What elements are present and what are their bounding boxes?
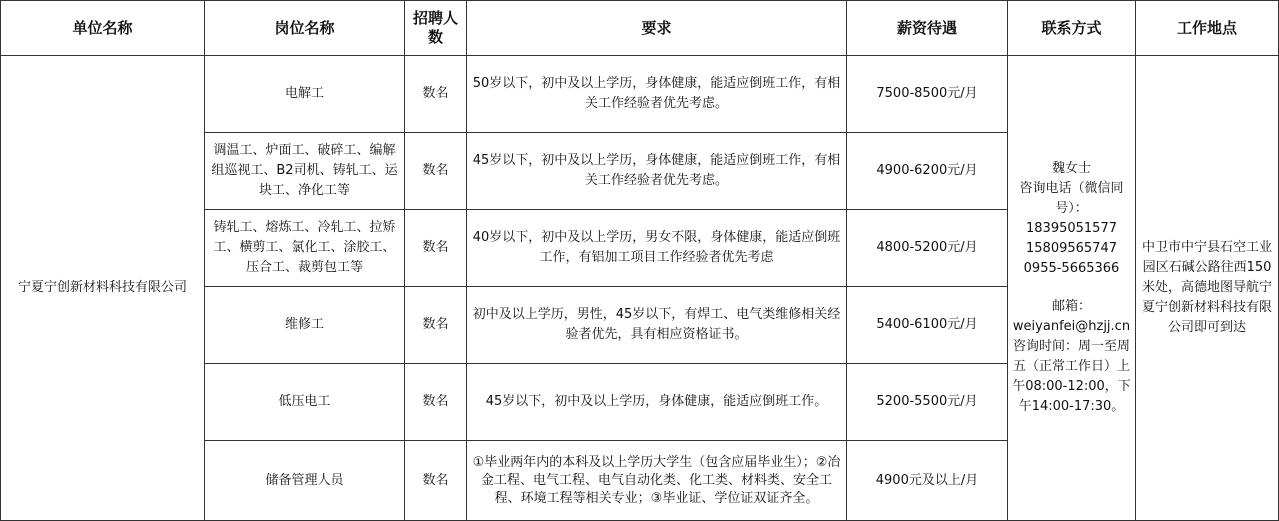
table-row bbox=[1, 56, 1279, 133]
headcount-cell: 数名 bbox=[405, 210, 467, 287]
header-requirements: 要求 bbox=[467, 1, 847, 56]
headcount-cell: 数名 bbox=[405, 56, 467, 133]
position-cell: 低压电工 bbox=[205, 364, 405, 441]
contact-name: 魏女士 bbox=[1051, 161, 1091, 176]
position-cell: 调温工、炉面工、破碎工、编解组巡视工、B2司机、铸轧工、运块工、净化工等 bbox=[205, 133, 405, 210]
headcount-cell: 数名 bbox=[405, 364, 467, 441]
salary-cell: 5200-5500元/月 bbox=[847, 364, 1008, 441]
header-headcount: 招聘人数 bbox=[405, 1, 467, 56]
salary-cell: 4900-6200元/月 bbox=[847, 133, 1008, 210]
header-contact: 联系方式 bbox=[1008, 1, 1136, 56]
headcount-cell: 数名 bbox=[405, 441, 467, 521]
salary-cell: 7500-8500元/月 bbox=[847, 56, 1008, 133]
headcount-cell: 数名 bbox=[405, 133, 467, 210]
header-position: 岗位名称 bbox=[205, 1, 405, 56]
salary-cell: 5400-6100元/月 bbox=[847, 287, 1008, 364]
requirements-cell: ①毕业两年内的本科及以上学历大学生（包含应届毕业生）；②冶金工程、电气工程、电气自动化类、化工类、材料类、安全工程、环境工程等相关专业；③毕业证、学位证双证齐全。 bbox=[467, 441, 847, 521]
contact-phone-label: 咨询电话（微信同号）： bbox=[1019, 181, 1124, 216]
header-location: 工作地点 bbox=[1136, 1, 1279, 56]
contact-phone-1: 18395051577 bbox=[1026, 221, 1117, 236]
contact-cell bbox=[1008, 56, 1136, 521]
contact-hours: 咨询时间：周一至周五（正常工作日）上午08:00-12:00，下午14:00-17:30。 bbox=[1012, 339, 1131, 414]
position-cell: 电解工 bbox=[205, 56, 405, 133]
contact-email: weiyanfei@hzjj.cn bbox=[1012, 319, 1131, 334]
requirements-cell: 45岁以下，初中及以上学历，身体健康，能适应倒班工作。 bbox=[467, 364, 847, 441]
position-cell: 储备管理人员 bbox=[205, 441, 405, 521]
contact-email-label: 邮箱： bbox=[1051, 299, 1091, 314]
requirements-cell: 45岁以下，初中及以上学历，身体健康，能适应倒班工作，有相关工作经验者优先考虑。 bbox=[467, 133, 847, 210]
requirements-cell: 初中及以上学历，男性，45岁以下，有焊工、电气类维修相关经验者优先，具有相应资格证书。 bbox=[467, 287, 847, 364]
header-company: 单位名称 bbox=[1, 1, 205, 56]
position-cell: 维修工 bbox=[205, 287, 405, 364]
salary-cell: 4800-5200元/月 bbox=[847, 210, 1008, 287]
contact-spacer bbox=[1012, 279, 1131, 297]
header-row bbox=[1, 1, 1279, 56]
requirements-cell: 50岁以下，初中及以上学历，身体健康，能适应倒班工作，有相关工作经验者优先考虑。 bbox=[467, 56, 847, 133]
company-name-cell: 宁夏宁创新材料科技有限公司 bbox=[1, 56, 205, 521]
salary-cell: 4900元及以上/月 bbox=[847, 441, 1008, 521]
contact-phone-2: 15809565747 bbox=[1026, 241, 1117, 256]
requirements-cell: 40岁以下，初中及以上学历，男女不限，身体健康，能适应倒班工作，有铝加工项目工作经验者优先考虑 bbox=[467, 210, 847, 287]
location-cell: 中卫市中宁县石空工业园区石碱公路往西150米处，高德地图导航宁夏宁创新材料科技有限公司即可到达 bbox=[1136, 56, 1279, 521]
headcount-cell: 数名 bbox=[405, 287, 467, 364]
position-cell: 铸轧工、熔炼工、冷轧工、拉矫工、横剪工、氯化工、涂胶工、压合工、裁剪包工等 bbox=[205, 210, 405, 287]
header-salary: 薪资待遇 bbox=[847, 1, 1008, 56]
contact-phone-3: 0955-5665366 bbox=[1023, 261, 1120, 276]
